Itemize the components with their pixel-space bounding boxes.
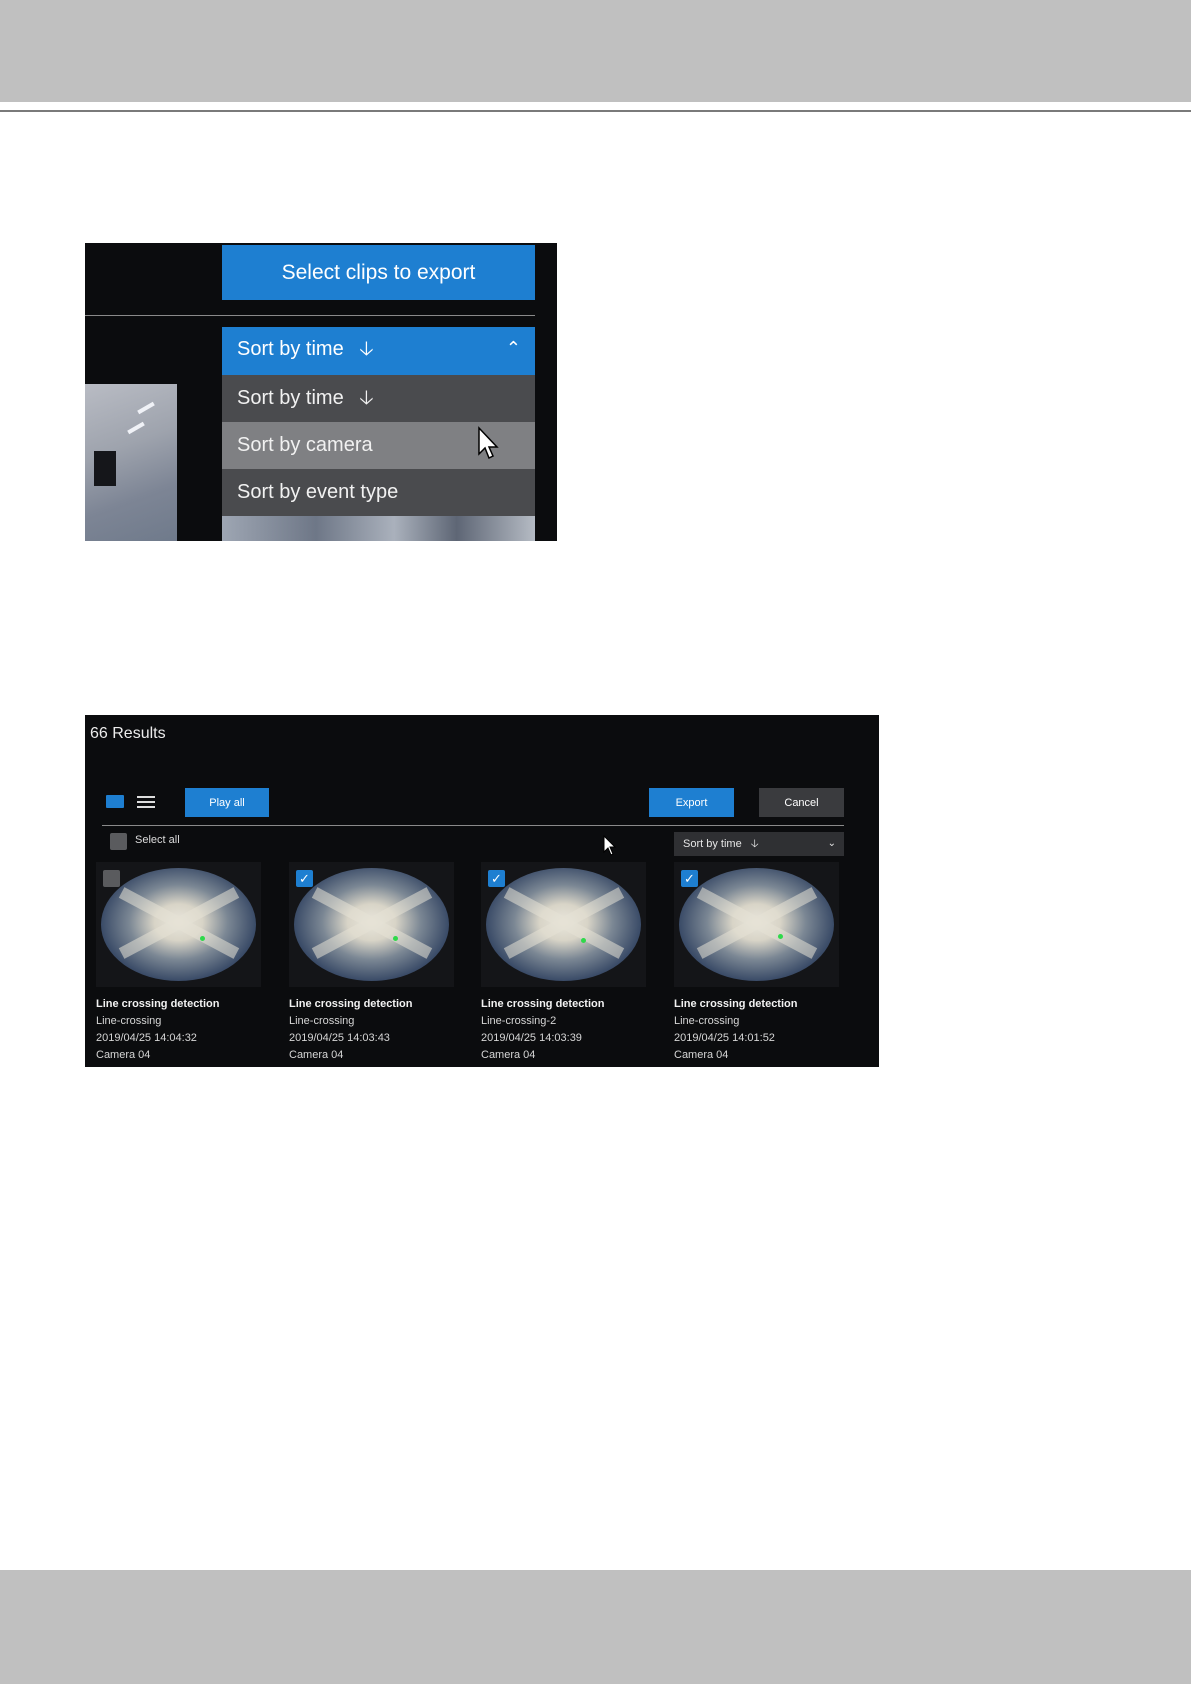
list-view-icon[interactable]	[137, 795, 155, 809]
clip-thumbnail[interactable]	[289, 862, 454, 987]
arrow-down-icon: 🡣	[359, 387, 374, 409]
sort-select[interactable]	[674, 832, 844, 856]
detection-marker	[393, 936, 398, 941]
menu-item-label: Sort by time	[237, 387, 344, 409]
clip-thumbnail[interactable]	[96, 862, 261, 987]
select-clips-to-export-button[interactable]: Select clips to export	[222, 245, 535, 300]
detection-marker	[581, 938, 586, 943]
detection-marker	[778, 934, 783, 939]
chevron-up-icon: ⌃	[505, 338, 521, 358]
select-all-label: Select all	[135, 834, 180, 846]
results-count: 66 Results	[90, 725, 166, 742]
header-rule	[0, 110, 1191, 112]
clip-title: Line crossing detection	[96, 998, 220, 1010]
clip-title: Line crossing detection	[674, 998, 798, 1010]
menu-item-label: Sort by camera	[237, 434, 373, 456]
sort-label: Sort by time	[683, 838, 742, 850]
mouse-cursor-icon	[477, 426, 499, 462]
clip-card[interactable]	[674, 862, 846, 1064]
select-all-checkbox[interactable]	[110, 833, 127, 850]
clip-card[interactable]	[289, 862, 461, 1064]
ceiling-light	[137, 402, 155, 414]
page-footer-band	[0, 1570, 1191, 1684]
page-header-band	[0, 0, 1191, 102]
sort-dropdown-toggle[interactable]	[222, 327, 535, 375]
sort-dropdown-screenshot	[85, 243, 557, 541]
search-results-screenshot	[85, 715, 879, 1067]
clip-rule: Line-crossing-2	[481, 1015, 557, 1027]
detection-marker	[200, 936, 205, 941]
cancel-button[interactable]: Cancel	[759, 788, 844, 817]
divider	[85, 315, 535, 316]
wall-screen	[94, 451, 116, 486]
camera-thumbnail[interactable]	[85, 384, 177, 541]
menu-item-sort-by-time[interactable]	[222, 375, 535, 422]
chevron-down-icon: ⌄	[827, 838, 836, 849]
clip-rule: Line-crossing	[674, 1015, 740, 1027]
clip-camera: Camera 04	[96, 1049, 151, 1061]
clip-title: Line crossing detection	[289, 998, 413, 1010]
arrow-down-icon: 🡣	[359, 338, 374, 360]
clip-camera: Camera 04	[674, 1049, 729, 1061]
clip-time: 2019/04/25 14:01:52	[674, 1032, 775, 1044]
clip-rule: Line-crossing	[96, 1015, 162, 1027]
menu-item-label: Sort by event type	[237, 481, 399, 503]
clip-thumbnail[interactable]	[674, 862, 839, 987]
clip-checkbox[interactable]: ✓	[296, 870, 313, 887]
arrow-down-icon: 🡣	[750, 838, 759, 850]
clip-camera: Camera 04	[289, 1049, 344, 1061]
clip-checkbox[interactable]: ✓	[488, 870, 505, 887]
clip-time: 2019/04/25 14:03:39	[481, 1032, 582, 1044]
export-button[interactable]: Export	[649, 788, 734, 817]
sort-label: Sort by time	[237, 338, 344, 360]
clip-card[interactable]	[481, 862, 653, 1064]
play-all-button[interactable]: Play all	[185, 788, 269, 817]
clip-card[interactable]	[96, 862, 268, 1064]
thumbnail-view-icon[interactable]	[106, 795, 124, 808]
clip-time: 2019/04/25 14:04:32	[96, 1032, 197, 1044]
clip-camera: Camera 04	[481, 1049, 536, 1061]
mouse-cursor-icon	[603, 835, 617, 857]
clip-time: 2019/04/25 14:03:43	[289, 1032, 390, 1044]
clip-thumbnail[interactable]	[481, 862, 646, 987]
clip-title: Line crossing detection	[481, 998, 605, 1010]
divider	[102, 825, 844, 826]
clip-checkbox[interactable]: ✓	[681, 870, 698, 887]
menu-item-sort-by-event-type[interactable]	[222, 469, 535, 516]
clip-checkbox[interactable]	[103, 870, 120, 887]
clip-rule: Line-crossing	[289, 1015, 355, 1027]
ceiling-light	[127, 422, 145, 434]
